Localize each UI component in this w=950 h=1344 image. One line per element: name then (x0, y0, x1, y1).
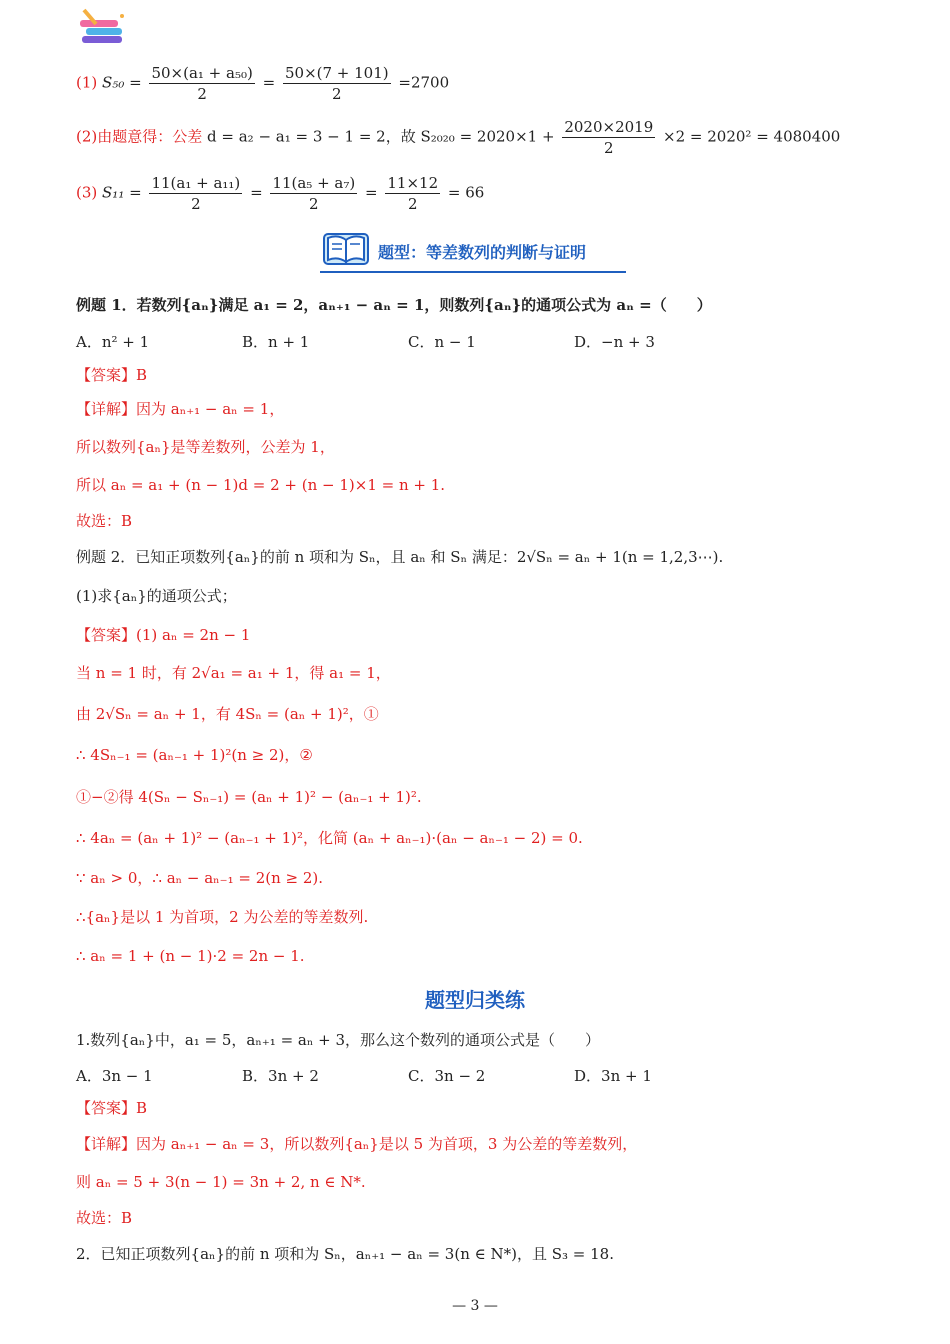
choice-d: D．−n + 3 (574, 333, 655, 351)
example-2-step-1: 当 n = 1 时，有 2√a₁ = a₁ + 1，得 a₁ = 1， (76, 664, 391, 682)
fraction-numerator: 11×12 (387, 174, 439, 192)
banner-underline (320, 271, 626, 273)
fraction-denominator: 2 (407, 195, 418, 213)
example-1-answer: 【答案】B (76, 366, 148, 384)
example-2-step-3: ∴ 4Sₙ₋₁ = (aₙ₋₁ + 1)²(n ≥ 2)，② (76, 746, 313, 764)
choice-d: D．3n + 1 (574, 1067, 652, 1085)
practice-1-detail: 【详解】因为 aₙ₊₁ − aₙ = 3，所以数列{aₙ}是以 5 为首项，3 为公差的等差数列， (76, 1135, 638, 1153)
fraction-3a (149, 173, 242, 214)
fraction-1a (149, 63, 254, 104)
fraction-3c (385, 173, 440, 214)
books-pencil-icon (78, 8, 128, 50)
fraction-1b (283, 63, 391, 104)
answer-line-2 (76, 117, 840, 158)
choice-c: C．n − 1 (408, 333, 476, 351)
answer-line-3: (3) S₁₁ = $\frac{\text{11(a₁ + a₁₁)}}{2}$ = $\frac{\text{11(a₅ + a₇)}}{2}$ = $\frac{11\times 12}{2}$ = 66 (76, 174, 485, 213)
label-1: (1) (76, 73, 98, 92)
banner-title: 题型：等差数列的判断与证明 (378, 243, 587, 262)
result-3: 66 (465, 183, 485, 202)
result-1: =2700 (398, 73, 450, 92)
fraction-numerator: 50×(a₁ + a₅₀) (151, 64, 253, 82)
fraction-denominator: 2 (197, 85, 207, 103)
section-title: 题型归类练 (425, 988, 525, 1012)
label-3: (3) (76, 183, 98, 202)
example-2-question: 例题 2．已知正项数列{aₙ}的前 n 项和为 Sₙ，且 aₙ 和 Sₙ 满足：2√Sₙ = aₙ + 1(n = 1,2,3⋯). (76, 548, 724, 566)
answer-line-1: (1) S₅₀ = $\frac{\text{50×(a₁ + a₅₀)}}{2}$ = $\frac{50\times(7 + 101)}{2}$ =2700 (76, 64, 450, 103)
fraction-denominator: 2 (332, 85, 342, 103)
choice-c: C．3n − 2 (408, 1067, 486, 1085)
practice-2-question: 2．已知正项数列{aₙ}的前 n 项和为 Sₙ，aₙ₊₁ − aₙ = 3(n ∈ N*)，且 S₃ = 18. (76, 1245, 614, 1263)
example-2-step-8: ∴ aₙ = 1 + (n − 1)·2 = 2n − 1. (76, 947, 305, 965)
example-1-question: 例题 1．若数列{aₙ}满足 a₁ = 2，aₙ₊₁ − aₙ = 1，则数列{aₙ}的通项公式为 aₙ =（ ） (76, 296, 712, 314)
example-2-step-6: ∵ aₙ > 0，∴ aₙ − aₙ₋₁ = 2(n ≥ 2). (76, 869, 324, 887)
example-1-detail: 【详解】因为 aₙ₊₁ − aₙ = 1， (76, 400, 285, 418)
example-2-answer: 【答案】(1) aₙ = 2n − 1 (76, 626, 251, 644)
page-number: — 3 — (452, 1298, 498, 1314)
label-2: (2)由题意得：公差 (76, 127, 203, 146)
practice-1-select: 故选：B (76, 1209, 133, 1227)
choice-a: A．n² + 1 (76, 333, 150, 351)
fraction-numerator: 11(a₁ + a₁₁) (151, 174, 241, 192)
common-difference: d = a₂ − a₁ = 3 − 1 = 2，故 (207, 127, 416, 146)
fraction-numerator: 11(a₅ + a₇) (272, 174, 356, 192)
fraction-3b (270, 173, 357, 214)
fraction-denominator: 2 (309, 195, 319, 213)
fraction-2 (562, 117, 655, 158)
example-1-select: 故选：B (76, 512, 133, 530)
example-2-step-4: ①−②得 4(Sₙ − Sₙ₋₁) = (aₙ + 1)² − (aₙ₋₁ + 1)². (76, 788, 422, 806)
fraction-numerator: 2020×2019 (564, 118, 654, 136)
open-book-icon (322, 228, 372, 270)
result-2: ×2 = 2020² = 4080400 (663, 127, 841, 146)
example-2-step-7: ∴{aₙ}是以 1 为首项，2 为公差的等差数列. (76, 908, 369, 926)
example-2-step-5: ∴ 4aₙ = (aₙ + 1)² − (aₙ₋₁ + 1)²，化简 (aₙ + aₙ₋₁)·(aₙ − aₙ₋₁ − 2) = 0. (76, 829, 583, 847)
practice-1-choices (76, 1065, 740, 1087)
choice-b: B．n + 1 (242, 333, 310, 351)
example-2-part-1: (1)求{aₙ}的通项公式； (76, 587, 237, 605)
example-1-detail-3: 所以 aₙ = a₁ + (n − 1)d = 2 + (n − 1)×1 = n + 1. (76, 476, 446, 494)
fraction-denominator: 2 (604, 139, 614, 157)
example-2-step-2: 由 2√Sₙ = aₙ + 1，有 4Sₙ = (aₙ + 1)²，① (76, 705, 379, 723)
practice-1-question: 1.数列{aₙ}中，a₁ = 5，aₙ₊₁ = aₙ + 3，那么这个数列的通项公式是（ ） (76, 1031, 600, 1049)
fraction-numerator: 50×(7 + 101) (284, 64, 389, 82)
s2020-expression: S₂₀₂₀ = 2020×1 + (420, 127, 555, 146)
practice-1-detail-2: 则 aₙ = 5 + 3(n − 1) = 3n + 2, n ∈ N*. (76, 1173, 366, 1191)
choice-a: A．3n − 1 (76, 1067, 153, 1085)
practice-1-answer: 【答案】B (76, 1099, 148, 1117)
s11-label: S₁₁ = (102, 183, 142, 202)
example-1-detail-2: 所以数列{aₙ}是等差数列，公差为 1， (76, 438, 335, 456)
fraction-denominator: 2 (191, 195, 201, 213)
example-1-choices (76, 331, 740, 353)
s50-label: S₅₀ = (102, 73, 142, 92)
choice-b: B．3n + 2 (242, 1067, 319, 1085)
